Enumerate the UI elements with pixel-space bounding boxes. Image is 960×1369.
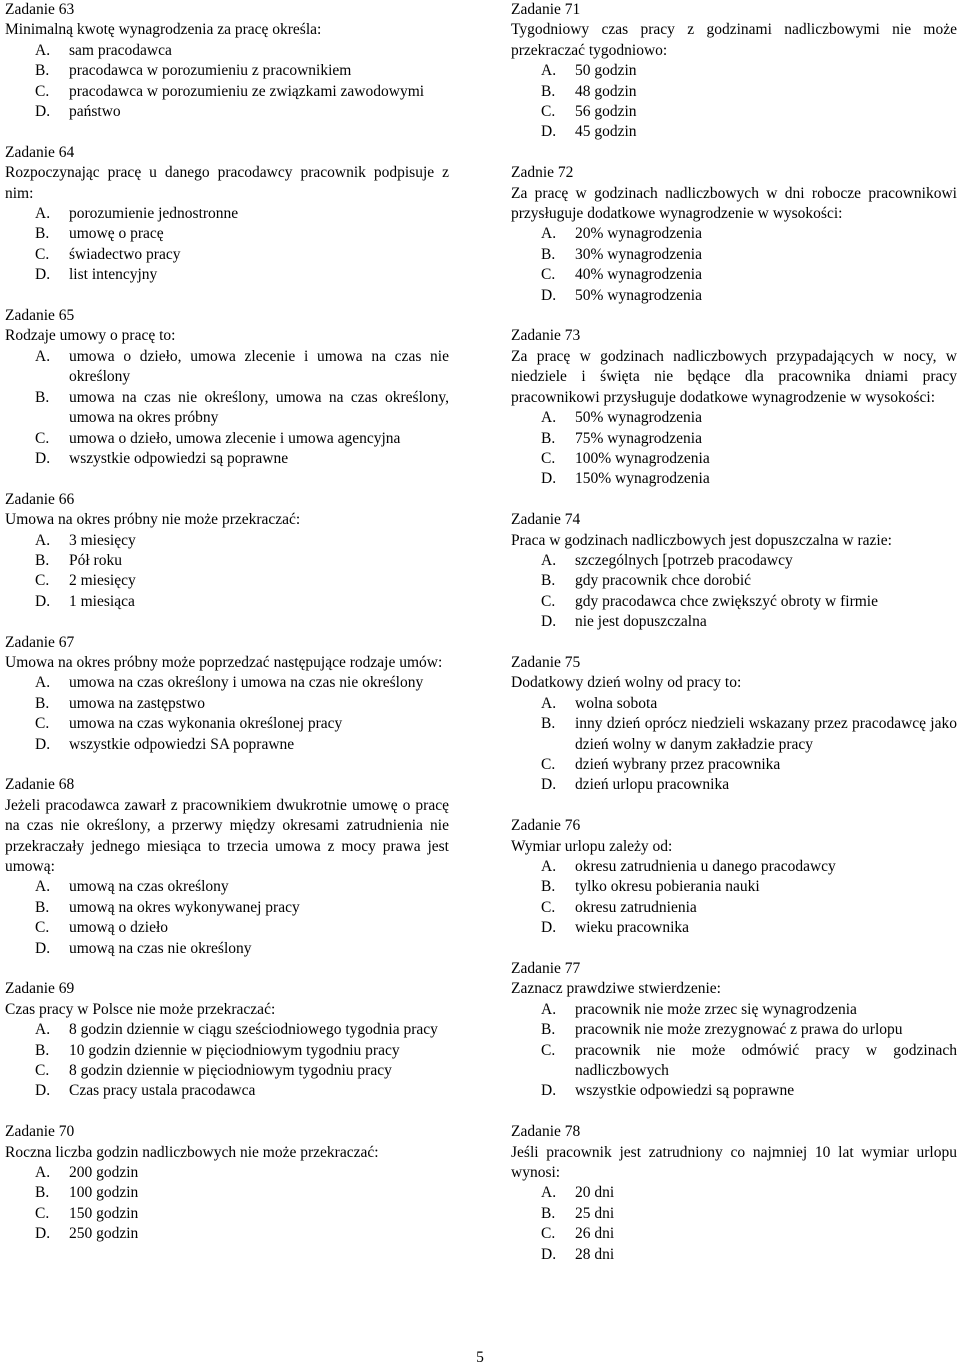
answer-option — [511, 1000, 957, 1020]
answer-text: wieku pracownika — [575, 919, 690, 937]
answer-text: 25 dni — [575, 1204, 615, 1222]
answer-letter: B. — [541, 1021, 556, 1039]
answer-text: Pół roku — [69, 551, 122, 569]
answer-text: pracownik nie może zrezygnować z prawa do urlopu — [575, 1021, 903, 1039]
answer-option — [5, 898, 449, 918]
answer-letter: C. — [541, 449, 556, 467]
answer-option — [511, 1224, 957, 1244]
answer-options — [511, 1183, 957, 1265]
answer-text: 2 miesięcy — [69, 572, 136, 590]
question-number: Zadanie 74 — [511, 511, 581, 529]
answer-letter: C. — [35, 82, 50, 100]
question-number: Zadanie 77 — [511, 960, 581, 977]
answer-text: okresu zatrudnienia u danego pracodawcy — [575, 857, 836, 875]
answer-option — [5, 592, 449, 612]
answer-text: 50 godzin — [575, 62, 637, 80]
answer-text: gdy pracodawca chce zwiększyć obroty w firmie — [575, 592, 878, 610]
question-block — [5, 633, 449, 755]
answer-option — [511, 755, 957, 775]
question-block — [511, 510, 957, 632]
answer-letter: A. — [541, 694, 557, 712]
answer-letter: A. — [35, 531, 51, 549]
answer-option — [5, 551, 449, 571]
question-text: Praca w godzinach nadliczbowych jest dopuszczalna w razie: — [511, 531, 892, 549]
answer-option — [5, 531, 449, 551]
question-block — [511, 163, 957, 306]
answer-text: umową o dzieło — [69, 919, 169, 937]
question-number: Zadnie 72 — [511, 164, 574, 182]
question-number: Zadanie 70 — [5, 1123, 75, 1141]
answer-option — [5, 41, 449, 61]
answer-letter: D. — [35, 735, 51, 753]
answer-option — [511, 82, 957, 102]
answer-option — [5, 1020, 449, 1040]
answer-option — [511, 857, 957, 877]
answer-options — [5, 877, 449, 959]
answer-letter: A. — [35, 674, 51, 692]
answer-option — [5, 61, 449, 81]
answer-option — [5, 714, 449, 734]
answer-option — [5, 429, 449, 449]
answer-text: Czas pracy ustala pracodawca — [69, 1082, 256, 1100]
answer-letter: D. — [541, 776, 557, 794]
answer-letter: D. — [35, 1225, 51, 1243]
question-number: Zadanie 69 — [5, 980, 75, 998]
question-text: Rozpoczynając pracę u danego pracodawcy pracownik podpisuje z nim: — [5, 164, 449, 202]
answer-letter: A. — [35, 347, 51, 365]
answer-letter: B. — [35, 551, 50, 569]
answer-letter: D. — [35, 1082, 51, 1100]
answer-option — [5, 1061, 449, 1081]
answer-text: świadectwo pracy — [69, 245, 181, 263]
answer-text: nie jest dopuszczalna — [575, 613, 707, 631]
answer-text: szczególnych [potrzeb pracodawcy — [575, 551, 793, 569]
answer-letter: C. — [541, 103, 556, 121]
answer-letter: A. — [35, 205, 51, 223]
answer-option — [5, 877, 449, 897]
answer-letter: D. — [541, 286, 557, 304]
answer-options — [511, 551, 957, 633]
answer-letter: B. — [35, 1041, 50, 1059]
answer-text: umowa na czas nie określony, umowa na czas określony, umowa na okres próbny — [69, 388, 449, 427]
answer-option — [5, 1183, 449, 1203]
answer-text: inny dzień oprócz niedzieli wskazany przez pracodawcę jako dzień wolny w danym zakładzie pracy — [575, 715, 957, 753]
answer-option — [511, 612, 957, 632]
answer-text: umową na czas określony — [69, 878, 229, 896]
answer-option — [511, 469, 957, 489]
answer-options — [511, 857, 957, 939]
answer-text: 20% wynagrodzenia — [575, 225, 702, 243]
answer-letter: C. — [35, 1204, 50, 1222]
answer-letter: C. — [35, 572, 50, 590]
answer-letter: A. — [541, 409, 557, 427]
answer-letter: C. — [35, 245, 50, 263]
answer-text: 28 dni — [575, 1245, 615, 1263]
answer-option — [511, 877, 957, 897]
answer-text: 150 godzin — [69, 1204, 139, 1222]
answer-letter: B. — [541, 715, 556, 733]
answer-text: pracownik nie może odmówić pracy w godzinach nadliczbowych — [575, 1041, 957, 1080]
answer-letter: B. — [541, 572, 556, 590]
answer-option — [511, 1183, 957, 1203]
answer-options — [511, 61, 957, 143]
answer-option — [511, 408, 957, 428]
answer-text: 40% wynagrodzenia — [575, 266, 702, 284]
answer-text: 45 godzin — [575, 123, 637, 141]
answer-letter: D. — [541, 919, 557, 937]
question-text: Za pracę w godzinach nadliczbowych w dni robocze pracownikowi przysługuje dodatkowe wynagrodzenie w wysokości: — [511, 184, 957, 223]
question-block — [5, 979, 449, 1101]
answer-text: 100% wynagrodzenia — [575, 449, 710, 467]
answer-text: 50% wynagrodzenia — [575, 409, 702, 427]
answer-letter: B. — [541, 429, 556, 447]
question-block — [5, 306, 449, 469]
answer-text: 1 miesiąca — [69, 592, 135, 610]
answer-letter: A. — [35, 1021, 51, 1039]
answer-text: 200 godzin — [69, 1164, 139, 1182]
answer-options — [511, 408, 957, 490]
answer-options — [511, 224, 957, 306]
answer-letter: D. — [541, 613, 557, 631]
question-number: Zadanie 75 — [511, 653, 581, 671]
answer-option — [5, 1163, 449, 1183]
answer-text: 10 godzin dziennie w pięciodniowym tygodniu pracy — [69, 1041, 400, 1059]
answer-text: umowa o dzieło, umowa zlecenie i umowa na czas nie określony — [69, 347, 449, 386]
question-text: Jeżeli pracodawca zawarł z pracownikiem dwukrotnie umowę o pracę na czas nie określony, a przerwy między okresami zatrudnienia nie przekraczały jednego miesiąca to trzecia umowa z mocy prawa jest umową: — [5, 796, 449, 875]
answer-text: umowa na zastępstwo — [69, 694, 206, 712]
answer-options — [5, 1020, 449, 1102]
answer-text: 100 godzin — [69, 1184, 139, 1202]
answer-text: 8 godzin dziennie w ciągu sześciodniowego tygodnia pracy — [69, 1021, 438, 1039]
answer-text: 20 dni — [575, 1184, 615, 1202]
question-block — [5, 143, 449, 286]
answer-option — [511, 61, 957, 81]
answer-option — [5, 571, 449, 591]
answer-text: wszystkie odpowiedzi są poprawne — [575, 1082, 795, 1100]
answer-options — [5, 531, 449, 613]
answer-option — [511, 265, 957, 285]
answer-text: państwo — [69, 103, 121, 121]
answer-text: porozumienie jednostronne — [69, 205, 239, 223]
answer-letter: D. — [541, 123, 557, 141]
answer-text: umową na okres wykonywanej pracy — [69, 898, 300, 916]
answer-option — [5, 918, 449, 938]
question-text: Za pracę w godzinach nadliczbowych przypadających w nocy, w niedziele i święta nie będące dla pracownika dniami pracy pracownikowi przysługuje dodatkowe wynagrodzenie w wysokości: — [511, 347, 957, 406]
answer-letter: B. — [35, 62, 50, 80]
answer-text: 30% wynagrodzenia — [575, 245, 702, 263]
question-block — [5, 490, 449, 612]
answer-letter: D. — [35, 939, 51, 957]
question-block — [511, 959, 957, 1102]
answer-text: 75% wynagrodzenia — [575, 429, 702, 447]
answer-option — [511, 714, 957, 755]
answer-text: dzień urlopu pracownika — [575, 776, 730, 794]
question-text: Rodzaje umowy o pracę to: — [5, 327, 176, 345]
answer-letter: B. — [35, 388, 50, 406]
answer-letter: B. — [541, 245, 556, 263]
question-text: Dodatkowy dzień wolny od pracy to: — [511, 674, 742, 692]
question-text: Umowa na okres próbny może poprzedzać następujące rodzaje umów: — [5, 653, 443, 671]
answer-options — [511, 694, 957, 796]
answer-letter: A. — [541, 225, 557, 243]
answer-option — [5, 82, 449, 102]
answer-option — [511, 1081, 957, 1101]
answer-option — [511, 1041, 957, 1082]
question-text: Jeśli pracownik jest zatrudniony co najmniej 10 lat wymiar urlopu wynosi: — [511, 1143, 957, 1182]
answer-letter: D. — [541, 470, 557, 488]
question-number: Zadanie 73 — [511, 327, 581, 345]
answer-text: dzień wybrany przez pracownika — [575, 755, 781, 773]
answer-option — [5, 735, 449, 755]
question-text: Roczna liczba godzin nadliczbowych nie może przekraczać: — [5, 1143, 379, 1161]
right-column — [511, 0, 957, 1285]
question-number: Zadanie 78 — [511, 1123, 581, 1141]
answer-letter: C. — [541, 266, 556, 284]
page-number: 5 — [476, 1349, 484, 1366]
answer-option — [511, 429, 957, 449]
question-number: Zadanie 64 — [5, 143, 75, 161]
left-column — [5, 0, 449, 1265]
answer-text: 56 godzin — [575, 103, 637, 121]
question-text: Umowa na okres próbny nie może przekraczać: — [5, 511, 301, 529]
answer-letter: C. — [541, 1225, 556, 1243]
answer-text: 150% wynagrodzenia — [575, 470, 710, 488]
answer-option — [511, 245, 957, 265]
answer-letter: B. — [35, 898, 50, 916]
answer-option — [511, 592, 957, 612]
answer-text: wolna sobota — [575, 694, 658, 712]
answer-option — [511, 1204, 957, 1224]
answer-option — [511, 551, 957, 571]
question-block — [5, 0, 449, 122]
answer-letter: C. — [35, 429, 50, 447]
answer-text: pracodawca w porozumieniu z pracownikiem — [69, 62, 352, 80]
answer-option — [5, 102, 449, 122]
question-text: Wymiar urlopu zależy od: — [511, 837, 673, 855]
answer-text: tylko okresu pobierania nauki — [575, 878, 760, 896]
answer-letter: A. — [541, 1000, 557, 1018]
answer-option — [5, 673, 449, 693]
question-text: Czas pracy w Polsce nie może przekraczać: — [5, 1000, 276, 1018]
answer-text: 26 dni — [575, 1225, 615, 1243]
question-number: Zadanie 68 — [5, 776, 75, 794]
answer-text: wszystkie odpowiedzi SA poprawne — [69, 735, 295, 753]
answer-letter: A. — [541, 62, 557, 80]
answer-text: umowę o pracę — [69, 225, 164, 243]
answer-letter: A. — [541, 857, 557, 875]
answer-option — [5, 204, 449, 224]
answer-letter: C. — [541, 898, 556, 916]
answer-text: 48 godzin — [575, 82, 637, 100]
answer-text: wszystkie odpowiedzi są poprawne — [69, 449, 289, 467]
question-block — [5, 775, 449, 959]
answer-letter: C. — [541, 592, 556, 610]
answer-text: umowa na czas wykonania określonej pracy — [69, 715, 343, 733]
question-block — [511, 816, 957, 938]
answer-text: sam pracodawca — [69, 41, 172, 59]
answer-text: umowa na czas określony i umowa na czas nie określony — [69, 674, 424, 692]
answer-option — [5, 347, 449, 388]
answer-letter: D. — [35, 592, 51, 610]
answer-letter: D. — [541, 1082, 557, 1100]
question-number: Zadanie 65 — [5, 307, 75, 325]
answer-letter: D. — [35, 266, 51, 284]
answer-letter: B. — [541, 1204, 556, 1222]
answer-option — [5, 939, 449, 959]
answer-letter: A. — [35, 1164, 51, 1182]
answer-letter: B. — [541, 82, 556, 100]
answer-letter: D. — [541, 1245, 557, 1263]
answer-text: umową na czas nie określony — [69, 939, 252, 957]
question-block — [511, 1122, 957, 1265]
answer-option — [5, 388, 449, 429]
answer-option — [511, 1020, 957, 1040]
question-number: Zadanie 71 — [511, 1, 581, 18]
answer-text: umowa o dzieło, umowa zlecenie i umowa agencyjna — [69, 429, 401, 447]
answer-option — [5, 245, 449, 265]
answer-letter: B. — [35, 1184, 50, 1202]
question-number: Zadanie 67 — [5, 633, 75, 651]
question-text: Tygodniowy czas pracy z godzinami nadliczbowymi nie może przekraczać tygodniowo: — [511, 21, 957, 59]
answer-option — [5, 1204, 449, 1224]
answer-option — [511, 224, 957, 244]
answer-option — [5, 1041, 449, 1061]
question-block — [511, 326, 957, 489]
answer-letter: B. — [35, 694, 50, 712]
answer-options — [5, 347, 449, 469]
answer-letter: A. — [541, 551, 557, 569]
answer-option — [511, 102, 957, 122]
answer-letter: C. — [35, 1062, 50, 1080]
answer-options — [5, 204, 449, 286]
answer-option — [5, 449, 449, 469]
answer-text: pracownik nie może zrzec się wynagrodzenia — [575, 1000, 857, 1018]
answer-text: gdy pracownik chce dorobić — [575, 572, 752, 590]
answer-letter: C. — [35, 715, 50, 733]
answer-text: 250 godzin — [69, 1225, 139, 1243]
question-number: Zadanie 76 — [511, 817, 581, 835]
answer-options — [5, 673, 449, 755]
answer-option — [511, 1245, 957, 1265]
answer-text: 8 godzin dziennie w pięciodniowym tygodniu pracy — [69, 1062, 392, 1080]
answer-letter: D. — [35, 449, 51, 467]
question-number: Zadanie 63 — [5, 1, 75, 18]
answer-letter: C. — [35, 919, 50, 937]
answer-letter: C. — [541, 755, 556, 773]
answer-letter: D. — [35, 103, 51, 121]
answer-text: pracodawca w porozumieniu ze związkami zawodowymi — [69, 82, 425, 100]
answer-option — [5, 265, 449, 285]
answer-text: list intencyjny — [69, 266, 158, 284]
answer-option — [511, 286, 957, 306]
answer-option — [511, 449, 957, 469]
answer-text: 3 miesięcy — [69, 531, 136, 549]
answer-option — [511, 571, 957, 591]
answer-option — [511, 122, 957, 142]
answer-option — [5, 694, 449, 714]
question-block — [511, 0, 957, 143]
answer-option — [511, 775, 957, 795]
question-text: Zaznacz prawdziwe stwierdzenie: — [511, 980, 721, 998]
answer-letter: A. — [35, 41, 51, 59]
answer-letter: A. — [35, 878, 51, 896]
answer-letter: B. — [35, 225, 50, 243]
question-text: Minimalną kwotę wynagrodzenia za pracę określa: — [5, 21, 322, 39]
answer-option — [511, 898, 957, 918]
answer-letter: B. — [541, 878, 556, 896]
answer-option — [511, 694, 957, 714]
answer-options — [511, 1000, 957, 1102]
answer-option — [511, 918, 957, 938]
answer-options — [5, 1163, 449, 1245]
answer-option — [5, 1081, 449, 1101]
question-block — [5, 1122, 449, 1244]
answer-text: okresu zatrudnienia — [575, 898, 697, 916]
answer-letter: C. — [541, 1041, 556, 1059]
question-block — [511, 653, 957, 796]
question-number: Zadanie 66 — [5, 490, 75, 508]
answer-text: 50% wynagrodzenia — [575, 286, 702, 304]
answer-letter: A. — [541, 1184, 557, 1202]
answer-option — [5, 224, 449, 244]
answer-options — [5, 41, 449, 123]
answer-option — [5, 1224, 449, 1244]
